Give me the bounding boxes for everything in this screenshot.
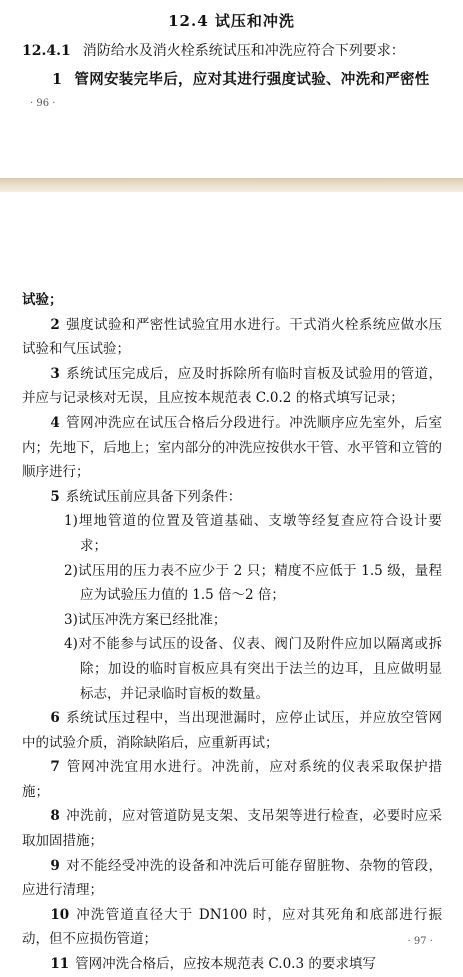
item-10-number: 10 [50,906,70,923]
item-8 [22,804,442,853]
item-3 [22,362,442,411]
sub-item-2: 2)试压用的压力表不应少于 2 只；精度不应低于 1.5 级，量程应为试验压力值的 1.5 倍～2 倍； [64,562,442,604]
item-1 [52,68,430,89]
sub-item-3: 3)试压冲洗方案已经批准； [64,611,227,628]
item-5 [22,485,442,510]
item-10-text: 冲洗管道直径大于 DN100 时，应对其死角和底部进行振动，但不应损伤管道； [22,906,442,948]
clause-12-4-1 [22,40,405,60]
item-11-number: 11 [50,956,70,973]
item-9-number: 9 [50,857,60,874]
item-2 [22,313,442,362]
body-text [22,288,442,977]
item-8-text: 冲洗前，应对管道防晃支架、支吊架等进行检查，必要时应采取加固措施； [22,808,442,850]
item-6-text: 系统试压过程中，当出现泄漏时，应停止试压，并应放空管网中的试验介质，消除缺陷后，应重新再试； [22,710,442,751]
sub-item-4: 4)对不能参与试压的设备、仪表、阀门及附件应加以隔离或拆除；加设的临时盲板应具有突出于法兰的边耳，且应做明显标志，并记录临时盲板的数量。 [64,636,442,702]
item-2-text: 强度试验和严密性试验宜用水进行。干式消火栓系统应做水压试验和气压试验； [22,316,442,358]
continuation-text: 试验； [22,292,63,308]
item-8-number: 8 [50,808,60,825]
item-10 [22,903,442,952]
item-11-text: 管网冲洗合格后，应按本规范表 C.0.3 的要求填写 [75,956,376,973]
item-11 [22,952,442,977]
item-6 [22,706,442,755]
item-9-text: 对不能经受冲洗的设备和冲洗后可能存留脏物、杂物的管段，应进行清理； [22,857,442,899]
item-4-number: 4 [50,414,60,431]
bottom-page [0,192,463,973]
page-separator [0,178,463,192]
clause-text: 消防给水及消火栓系统试压和冲洗应符合下列要求： [82,43,405,59]
item-2-number: 2 [50,316,60,333]
item-4-text: 管网冲洗应在试压合格后分段进行。冲洗顺序应先室外，后室内；先地下，后地上；室内部分的冲洗应按供水干管、水平管和立管的顺序进行； [22,414,442,481]
page-number-96: · 96 · [30,98,56,109]
item-9 [22,854,442,903]
section-title: 12.4 试压和冲洗 [168,12,295,30]
item-3-text: 系统试压完成后，应及时拆除所有临时盲板及试验用的管道，并应与记录核对无误，且应按本规范表 C.0.2 的格式填写记录； [22,365,442,407]
item-5-number: 5 [50,488,60,505]
item-1-text: 管网安装完毕后，应对其进行强度试验、冲洗和严密性 [74,71,430,88]
item-6-number: 6 [50,710,60,727]
item-7 [22,755,442,804]
top-page [0,0,463,178]
item-7-number: 7 [50,759,60,776]
item-7-text: 管网冲洗宜用水进行。冲洗前，应对系统的仪表采取保护措施； [22,759,442,800]
item-1-number: 1 [52,71,63,88]
page-number-97: · 97 · [407,936,433,947]
clause-number: 12.4.1 [22,43,71,59]
item-5-text: 系统试压前应具备下列条件： [65,488,242,505]
item-4 [22,411,442,485]
item-3-number: 3 [50,365,60,382]
sub-item-1: 1)埋地管道的位置及管道基础、支墩等经复查应符合设计要求； [64,513,442,554]
